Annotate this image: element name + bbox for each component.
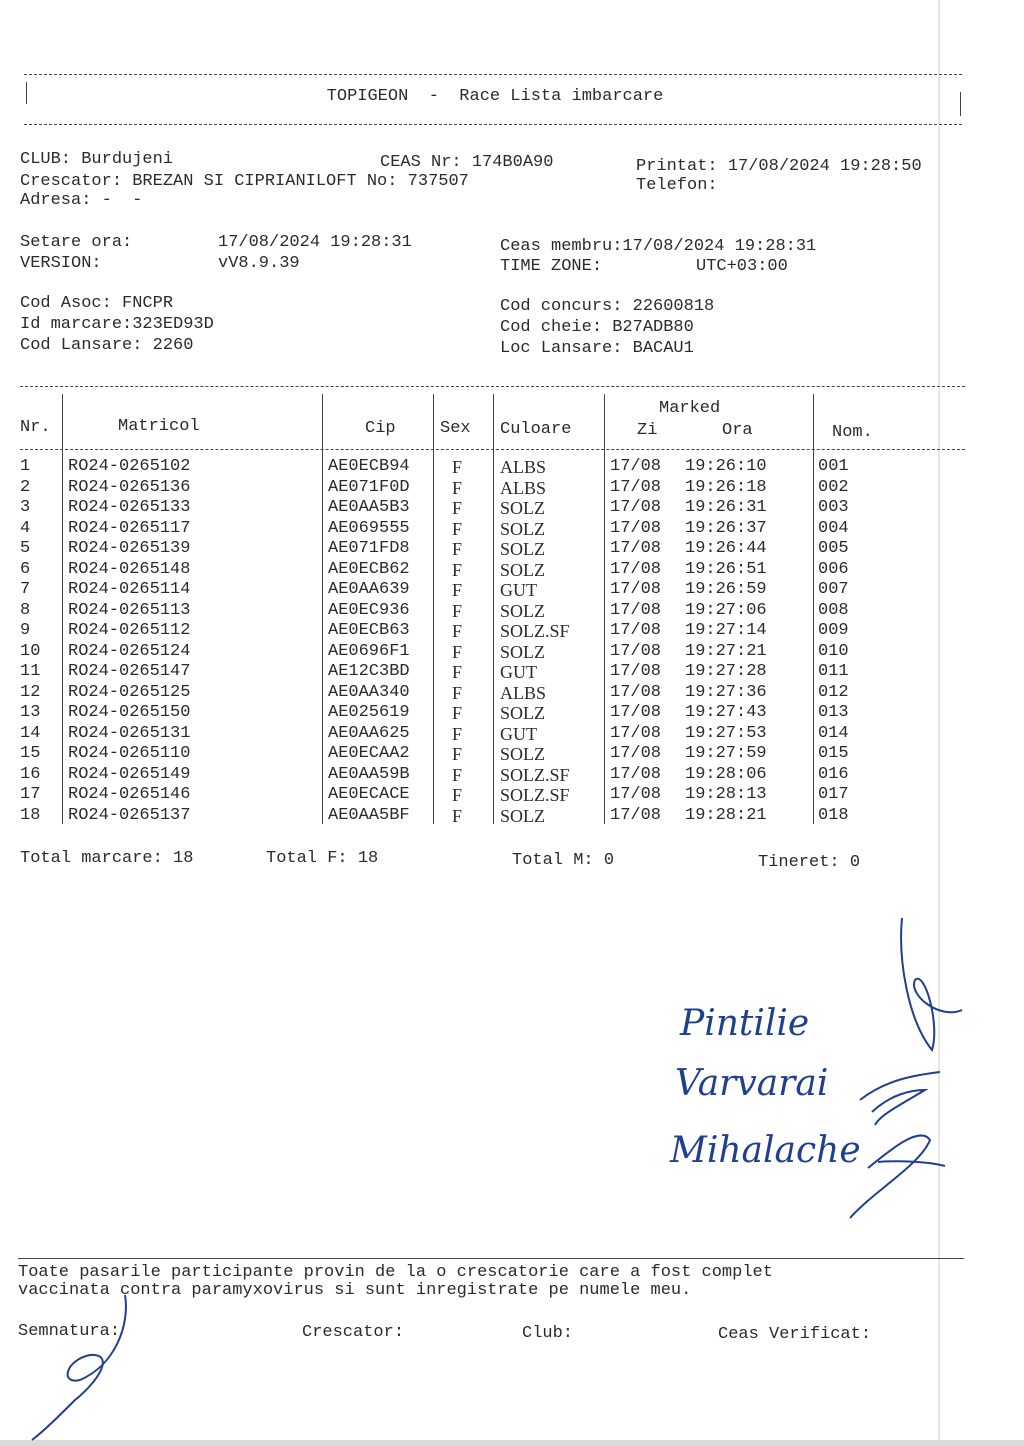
telefon-label: Telefon: bbox=[636, 176, 718, 195]
cell-ora: 19:27:53 bbox=[685, 723, 767, 743]
column-divider-marked bbox=[813, 394, 814, 824]
cell-cip: AE0EC936 bbox=[328, 600, 410, 620]
cell-zi: 17/08 bbox=[610, 539, 662, 558]
cell-sex: F bbox=[452, 498, 463, 518]
semnatura-label: Semnatura: bbox=[18, 1322, 121, 1341]
cell-ora: 19:26:51 bbox=[685, 559, 767, 579]
cell-matricol: RO24-0265125 bbox=[68, 682, 191, 702]
cell-nr: 2 bbox=[20, 477, 31, 497]
handwritten-name-pintilie: Pintilie bbox=[680, 1003, 810, 1044]
cell-cip: AE0ECB94 bbox=[328, 457, 410, 476]
cell-matricol: RO24-0265131 bbox=[68, 723, 191, 743]
club-name: CLUB: Burdujeni bbox=[20, 150, 174, 169]
column-divider-nr bbox=[62, 394, 63, 824]
cell-nr: 14 bbox=[20, 723, 41, 743]
column-header-sex: Sex bbox=[440, 419, 471, 438]
cell-matricol: RO24-0265110 bbox=[68, 744, 191, 763]
club-signature-label: Club: bbox=[522, 1324, 574, 1343]
column-header-culoare: Culoare bbox=[500, 420, 572, 439]
cell-sex: F bbox=[452, 518, 463, 539]
cell-sex: F bbox=[452, 559, 463, 580]
cod-lansare: Cod Lansare: 2260 bbox=[20, 336, 194, 355]
cell-culoare: ALBS bbox=[500, 457, 547, 477]
cell-ora: 19:27:21 bbox=[685, 641, 767, 661]
cell-nr: 4 bbox=[20, 518, 31, 538]
page-title: TOPIGEON - Race Lista imbarcare bbox=[326, 87, 664, 106]
column-header-nr: Nr. bbox=[20, 418, 51, 437]
cell-sex: F bbox=[452, 805, 463, 826]
time-zone-value: UTC+03:00 bbox=[696, 257, 788, 276]
cell-nom: 010 bbox=[818, 641, 849, 661]
cell-zi: 17/08 bbox=[610, 744, 662, 763]
cell-nom: 011 bbox=[818, 662, 849, 681]
cell-culoare: SOLZ bbox=[500, 518, 545, 539]
cell-ora: 19:26:44 bbox=[685, 539, 767, 558]
cell-cip: AE069555 bbox=[328, 518, 410, 538]
cell-matricol: RO24-0265146 bbox=[68, 785, 191, 804]
cell-culoare: GUT bbox=[500, 723, 537, 744]
cell-nom: 013 bbox=[818, 703, 849, 722]
total-f: Total F: 18 bbox=[266, 849, 379, 868]
cell-matricol: RO24-0265147 bbox=[68, 662, 191, 681]
cell-sex: F bbox=[452, 764, 463, 785]
cell-zi: 17/08 bbox=[610, 805, 662, 825]
cell-cip: AE0AA625 bbox=[328, 723, 410, 743]
cell-zi: 17/08 bbox=[610, 682, 662, 702]
cell-nom: 005 bbox=[818, 539, 849, 558]
title-box-right-border bbox=[960, 92, 961, 116]
cell-nr: 16 bbox=[20, 764, 41, 784]
tineret: Tineret: 0 bbox=[758, 853, 861, 872]
title-box-left-border bbox=[26, 82, 27, 104]
cell-nom: 016 bbox=[818, 764, 849, 784]
cell-cip: AE0AA5B3 bbox=[328, 498, 410, 517]
cell-cip: AE071FD8 bbox=[328, 539, 410, 558]
handwritten-name-mihalache: Mihalache bbox=[670, 1130, 861, 1171]
column-divider-culoare bbox=[604, 394, 605, 824]
cell-matricol: RO24-0265124 bbox=[68, 641, 191, 661]
cell-ora: 19:28:06 bbox=[685, 764, 767, 784]
cell-zi: 17/08 bbox=[610, 703, 662, 722]
cell-cip: AE0AA5BF bbox=[328, 805, 410, 825]
time-zone-label: TIME ZONE: bbox=[500, 257, 603, 276]
cell-zi: 17/08 bbox=[610, 621, 662, 640]
cell-ora: 19:27:43 bbox=[685, 703, 767, 722]
cell-nr: 15 bbox=[20, 744, 41, 763]
cell-nom: 006 bbox=[818, 559, 849, 579]
cell-matricol: RO24-0265148 bbox=[68, 559, 191, 579]
cell-culoare: SOLZ bbox=[500, 744, 545, 764]
cell-culoare: SOLZ bbox=[500, 539, 545, 559]
cell-culoare: SOLZ bbox=[500, 559, 545, 580]
cell-sex: F bbox=[452, 477, 463, 498]
cell-ora: 19:28:13 bbox=[685, 785, 767, 804]
cell-ora: 19:26:37 bbox=[685, 518, 767, 538]
handwritten-signatures bbox=[640, 900, 980, 1230]
cell-culoare: SOLZ bbox=[500, 498, 545, 518]
title-box-bottom-border bbox=[24, 124, 962, 125]
column-divider-matricol bbox=[322, 394, 323, 824]
cell-matricol: RO24-0265102 bbox=[68, 457, 191, 476]
cell-nr: 1 bbox=[20, 457, 31, 476]
title-box-top-border bbox=[24, 74, 962, 75]
cell-zi: 17/08 bbox=[610, 559, 662, 579]
cell-nom: 003 bbox=[818, 498, 849, 517]
ceas-membru: Ceas membru:17/08/2024 19:28:31 bbox=[500, 237, 817, 256]
cell-nom: 012 bbox=[818, 682, 849, 702]
cell-ora: 19:26:31 bbox=[685, 498, 767, 517]
cell-cip: AE0AA340 bbox=[328, 682, 410, 702]
cell-matricol: RO24-0265139 bbox=[68, 539, 191, 558]
crescator-signature-label: Crescator: bbox=[302, 1323, 405, 1342]
ceas-verificat-label: Ceas Verificat: bbox=[718, 1325, 872, 1344]
cell-sex: F bbox=[452, 662, 463, 682]
cell-ora: 19:27:14 bbox=[685, 621, 767, 640]
column-header-matricol: Matricol bbox=[118, 417, 200, 436]
cell-nom: 015 bbox=[818, 744, 849, 763]
cell-nr: 13 bbox=[20, 703, 41, 722]
cell-ora: 19:27:36 bbox=[685, 682, 767, 702]
total-marcare: Total marcare: 18 bbox=[20, 849, 194, 868]
cell-sex: F bbox=[452, 785, 463, 805]
cell-sex: F bbox=[452, 682, 463, 703]
cell-nr: 18 bbox=[20, 805, 41, 825]
column-header-zi: Zi bbox=[637, 421, 658, 440]
cell-cip: AE0ECACE bbox=[328, 785, 410, 804]
ceas-number: CEAS Nr: 174B0A90 bbox=[380, 153, 554, 172]
cell-zi: 17/08 bbox=[610, 477, 662, 497]
cell-culoare: ALBS bbox=[500, 682, 547, 703]
cell-ora: 19:27:59 bbox=[685, 744, 767, 763]
cell-matricol: RO24-0265114 bbox=[68, 580, 191, 599]
cell-sex: F bbox=[452, 600, 463, 621]
cell-sex: F bbox=[452, 621, 463, 641]
version-value: vV8.9.39 bbox=[218, 254, 300, 273]
cell-nr: 17 bbox=[20, 785, 41, 804]
cell-matricol: RO24-0265137 bbox=[68, 805, 191, 825]
column-header-ora: Ora bbox=[722, 421, 753, 440]
cell-nr: 5 bbox=[20, 539, 31, 558]
column-divider-cip bbox=[433, 394, 434, 824]
cell-matricol: RO24-0265133 bbox=[68, 498, 191, 517]
footer-statement-line-2: vaccinata contra paramyxovirus si sunt inregistrate pe numele meu. bbox=[18, 1281, 692, 1300]
cell-ora: 19:28:21 bbox=[685, 805, 767, 825]
cell-ora: 19:27:06 bbox=[685, 600, 767, 620]
cell-culoare: SOLZ bbox=[500, 805, 545, 826]
cell-culoare: GUT bbox=[500, 580, 537, 600]
cell-zi: 17/08 bbox=[610, 764, 662, 784]
cell-nom: 007 bbox=[818, 580, 849, 599]
cell-sex: F bbox=[452, 703, 463, 723]
cell-nr: 12 bbox=[20, 682, 41, 702]
cell-nr: 10 bbox=[20, 641, 41, 661]
cell-ora: 19:27:28 bbox=[685, 662, 767, 681]
cod-asoc: Cod Asoc: FNCPR bbox=[20, 294, 174, 313]
signature-mark-3 bbox=[850, 1135, 945, 1218]
cell-cip: AE0696F1 bbox=[328, 641, 410, 661]
footer-separator bbox=[18, 1258, 964, 1259]
cell-nom: 018 bbox=[818, 805, 849, 825]
cell-zi: 17/08 bbox=[610, 600, 662, 620]
cell-matricol: RO24-0265113 bbox=[68, 600, 191, 620]
cell-sex: F bbox=[452, 539, 463, 559]
signature-mark-2 bbox=[860, 1072, 940, 1125]
footer-statement-line-1: Toate pasarile participante provin de la o crescatorie care a fost complet bbox=[18, 1263, 773, 1282]
cell-matricol: RO24-0265117 bbox=[68, 518, 191, 538]
cell-cip: AE0AA639 bbox=[328, 580, 410, 599]
cell-sex: F bbox=[452, 580, 463, 600]
cell-zi: 17/08 bbox=[610, 518, 662, 538]
cell-cip: AE12C3BD bbox=[328, 662, 410, 681]
cell-culoare: SOLZ bbox=[500, 703, 545, 723]
cell-cip: AE025619 bbox=[328, 703, 410, 722]
cell-ora: 19:26:18 bbox=[685, 477, 767, 497]
cell-cip: AE0ECB63 bbox=[328, 621, 410, 640]
setare-ora-value: 17/08/2024 19:28:31 bbox=[218, 233, 412, 252]
cell-nom: 009 bbox=[818, 621, 849, 640]
printed-date: Printat: 17/08/2024 19:28:50 bbox=[636, 157, 922, 176]
cell-sex: F bbox=[452, 457, 463, 477]
cell-zi: 17/08 bbox=[610, 641, 662, 661]
cell-matricol: RO24-0265149 bbox=[68, 764, 191, 784]
cell-cip: AE0ECAA2 bbox=[328, 744, 410, 763]
setare-ora-label: Setare ora: bbox=[20, 233, 133, 252]
signature-mark-1 bbox=[901, 918, 962, 1050]
cell-zi: 17/08 bbox=[610, 662, 662, 681]
cell-ora: 19:26:10 bbox=[685, 457, 767, 476]
cell-culoare: SOLZ bbox=[500, 641, 545, 662]
cell-culoare: SOLZ.SF bbox=[500, 764, 570, 785]
cell-nr: 3 bbox=[20, 498, 31, 517]
cell-zi: 17/08 bbox=[610, 785, 662, 804]
cell-nr: 8 bbox=[20, 600, 31, 620]
cell-ora: 19:26:59 bbox=[685, 580, 767, 599]
cell-matricol: RO24-0265150 bbox=[68, 703, 191, 722]
column-header-marked: Marked bbox=[659, 399, 721, 418]
cell-nr: 7 bbox=[20, 580, 31, 599]
column-header-cip: Cip bbox=[365, 419, 396, 438]
cell-nom: 008 bbox=[818, 600, 849, 620]
column-divider-sex bbox=[493, 394, 494, 824]
crescator-info: Crescator: BREZAN SI CIPRIANILOFT No: 737507 bbox=[20, 172, 469, 191]
cell-culoare: ALBS bbox=[500, 477, 547, 498]
cell-nr: 11 bbox=[20, 662, 41, 681]
cell-culoare: SOLZ.SF bbox=[500, 621, 570, 641]
cod-concurs: Cod concurs: 22600818 bbox=[500, 297, 715, 316]
version-label: VERSION: bbox=[20, 254, 102, 273]
signature-scribble bbox=[20, 1285, 150, 1445]
total-m: Total M: 0 bbox=[512, 851, 615, 870]
cell-cip: AE071F0D bbox=[328, 477, 410, 497]
cell-nom: 001 bbox=[818, 457, 849, 476]
cod-cheie: Cod cheie: B27ADB80 bbox=[500, 318, 694, 337]
cell-sex: F bbox=[452, 641, 463, 662]
cell-nom: 004 bbox=[818, 518, 849, 538]
cell-sex: F bbox=[452, 723, 463, 744]
cell-zi: 17/08 bbox=[610, 498, 662, 517]
cell-cip: AE0AA59B bbox=[328, 764, 410, 784]
scan-bottom-edge bbox=[0, 1440, 1024, 1446]
cell-nom: 002 bbox=[818, 477, 849, 497]
cell-culoare: SOLZ bbox=[500, 600, 545, 621]
cell-nr: 6 bbox=[20, 559, 31, 579]
cell-zi: 17/08 bbox=[610, 457, 662, 476]
table-top-border bbox=[20, 386, 965, 387]
id-marcare: Id marcare:323ED93D bbox=[20, 315, 214, 334]
cell-cip: AE0ECB62 bbox=[328, 559, 410, 579]
cell-nom: 017 bbox=[818, 785, 849, 804]
cell-matricol: RO24-0265136 bbox=[68, 477, 191, 497]
cell-nom: 014 bbox=[818, 723, 849, 743]
column-header-nom: Nom. bbox=[832, 423, 873, 442]
cell-culoare: GUT bbox=[500, 662, 537, 682]
cell-culoare: SOLZ.SF bbox=[500, 785, 570, 805]
adresa-info: Adresa: - - bbox=[20, 191, 143, 210]
handwritten-name-varvarai: Varvarai bbox=[675, 1063, 829, 1104]
cell-zi: 17/08 bbox=[610, 723, 662, 743]
cell-zi: 17/08 bbox=[610, 580, 662, 599]
cell-sex: F bbox=[452, 744, 463, 764]
cell-matricol: RO24-0265112 bbox=[68, 621, 191, 640]
loc-lansare: Loc Lansare: BACAU1 bbox=[500, 339, 694, 358]
cell-nr: 9 bbox=[20, 621, 31, 640]
